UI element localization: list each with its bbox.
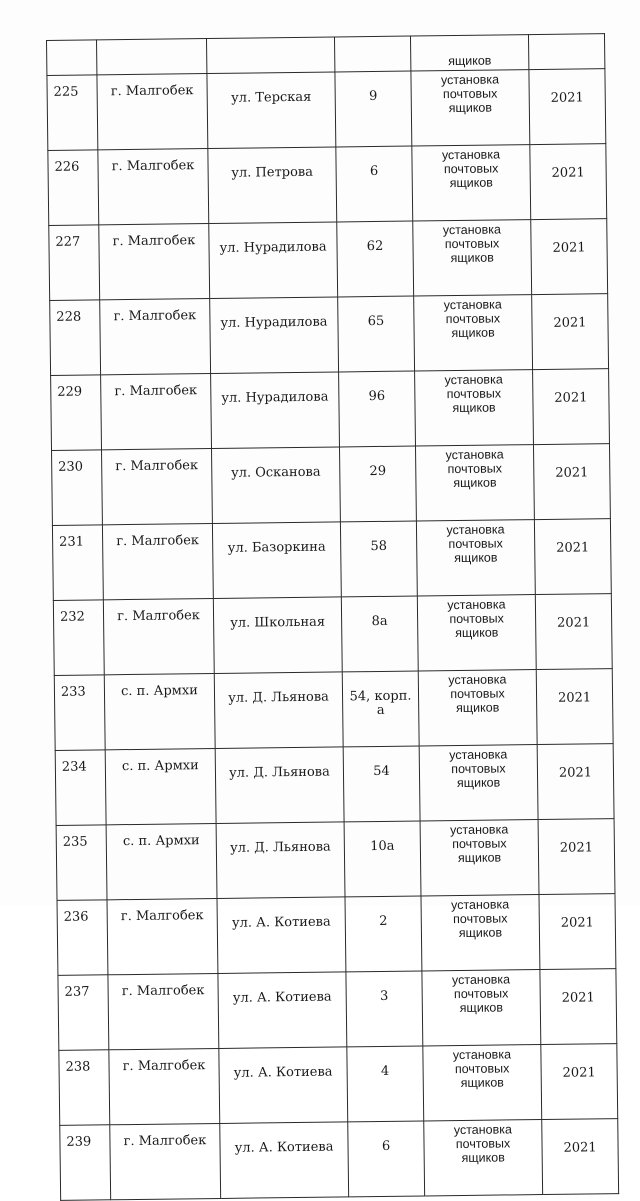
table-row: [48, 144, 607, 226]
cell-work: [423, 1045, 542, 1121]
cell-settlement: г. Малгобек: [107, 898, 218, 974]
table-row: [47, 69, 606, 151]
cell-street: ул. А. Котиева: [220, 1122, 349, 1199]
table-body: [47, 34, 619, 1201]
work-line: установка: [453, 1122, 512, 1138]
cell-settlement: г. Малгобек: [100, 299, 211, 375]
cell-settlement: г. Малгобек: [102, 449, 213, 525]
cell-number: 227: [49, 225, 100, 301]
cell-settlement: г. Малгобек: [99, 224, 210, 300]
work-line: почтовых: [451, 761, 506, 777]
cell-number: 231: [52, 525, 103, 601]
cell-number: 238: [59, 1050, 110, 1126]
table-row: [49, 219, 608, 301]
cell-work: [422, 970, 541, 1046]
cell-number: 234: [55, 750, 106, 826]
cell-number: 226: [48, 150, 99, 226]
cell-street: ул. А. Котиева: [218, 972, 347, 1049]
table-row: [50, 294, 609, 376]
work-line: установка: [446, 522, 505, 538]
work-line: ящиков: [458, 925, 503, 941]
cell-street: ул. Нурадилова: [209, 222, 338, 299]
cell-house: [334, 36, 410, 72]
cell-house: 4: [347, 1046, 424, 1122]
cell-street: ул. А. Котиева: [217, 897, 346, 974]
work-line: установка: [447, 597, 506, 613]
cell-work: [414, 295, 533, 371]
cell-year: 2021: [534, 519, 611, 595]
work-line: ящиков: [452, 400, 496, 416]
cell-settlement: с. п. Армхи: [106, 823, 217, 899]
work-line: ящиков: [451, 325, 495, 341]
cell-number: 228: [50, 300, 101, 376]
cell-street: ул. Петрова: [208, 147, 337, 224]
cell-number: 232: [53, 600, 104, 676]
table-row: [55, 744, 614, 826]
cell-number: 237: [58, 975, 109, 1051]
work-line: почтовых: [454, 1061, 510, 1077]
cell-year: 2021: [529, 69, 606, 145]
cell-street: ул. Базоркина: [212, 522, 341, 599]
cell-work: [417, 595, 536, 671]
cell-street: ул. Школьная: [213, 597, 342, 674]
cell-house: 2: [345, 896, 422, 972]
table-row: [59, 1044, 618, 1126]
cell-year: 2021: [531, 219, 608, 295]
cell-year: 2021: [541, 1044, 618, 1120]
cell-work: [412, 145, 531, 221]
cell-house: 62: [337, 221, 414, 297]
cell-house: 10а: [344, 821, 421, 897]
cell-year: 2021: [536, 669, 613, 745]
table-row: [53, 594, 612, 676]
cell-house: 54: [343, 746, 420, 822]
table-row: [51, 369, 610, 451]
cell-house: 6: [336, 146, 413, 222]
cell-work: [424, 1120, 543, 1196]
table-sheet: [46, 33, 618, 1201]
cell-house: 3: [346, 971, 423, 1047]
work-line: почтовых: [449, 611, 504, 627]
table-row: [60, 1119, 619, 1201]
cell-year: 2021: [538, 819, 615, 895]
cell-house: 65: [338, 296, 415, 372]
work-line: ящиков: [455, 625, 499, 641]
work-line: ящиков: [456, 775, 501, 791]
work-line: почтовых: [443, 161, 499, 177]
cell-work: [419, 745, 538, 821]
cell-settlement: [97, 39, 207, 75]
work-line: установка: [442, 222, 501, 238]
cell-work: [420, 820, 539, 896]
work-line: установка: [443, 297, 502, 313]
work-line: почтовых: [445, 311, 501, 327]
work-line: установка: [444, 372, 503, 388]
cell-house: 29: [339, 446, 416, 522]
cell-work: [418, 670, 537, 746]
cell-settlement: г. Малгобек: [101, 374, 212, 450]
cell-street: ул. А. Котиева: [219, 1047, 348, 1124]
cell-settlement: с. п. Армхи: [104, 673, 215, 749]
work-line: ящиков: [459, 1000, 504, 1016]
cell-settlement: г. Малгобек: [108, 973, 219, 1049]
cell-work: ящиков: [410, 35, 528, 71]
cell-street: ул. Д. Льянова: [215, 747, 344, 824]
work-line: ящиков: [450, 250, 494, 266]
work-line: ящиков: [461, 1150, 505, 1166]
cell-work: [421, 895, 540, 971]
table-row: [58, 969, 617, 1051]
work-line: установка: [449, 747, 508, 763]
work-line: почтовых: [444, 236, 500, 252]
cell-settlement: с. п. Армхи: [105, 748, 216, 824]
table-row: [54, 669, 613, 751]
work-line: почтовых: [450, 686, 505, 702]
cell-street: ул. Нурадилова: [210, 297, 339, 374]
work-line: почтовых: [452, 836, 507, 852]
cell-house: 96: [339, 371, 416, 447]
cell-year: 2021: [533, 444, 610, 520]
work-line: установка: [450, 822, 509, 838]
mailbox-installation-table: [46, 33, 619, 1201]
cell-year: 2021: [537, 744, 614, 820]
cell-number: 233: [54, 675, 105, 751]
cell-house: 8а: [341, 596, 418, 672]
work-line: ящиков: [460, 1075, 504, 1091]
cell-work: [415, 445, 534, 521]
cell-year: 2021: [533, 369, 610, 445]
work-line: ящиков: [454, 550, 498, 566]
cell-settlement: г. Малгобек: [103, 598, 214, 674]
cell-settlement: г. Малгобек: [102, 524, 213, 600]
cell-street: ул. Д. Льянова: [216, 822, 345, 899]
work-line: почтовых: [453, 986, 509, 1002]
cell-year: [528, 34, 604, 70]
work-line: ящиков: [453, 475, 497, 491]
cell-number: 230: [52, 450, 103, 526]
cell-number: 236: [57, 900, 108, 976]
work-line: ящиков: [448, 100, 493, 116]
cell-settlement: г. Малгобек: [109, 1048, 220, 1124]
cell-street: ул. Осканова: [212, 447, 341, 524]
work-line: установка: [441, 147, 501, 163]
cell-settlement: г. Малгобек: [97, 74, 208, 150]
work-line: почтовых: [447, 461, 503, 477]
cell-year: 2021: [540, 969, 617, 1045]
work-line: ящиков: [457, 850, 502, 866]
cell-house: 54, корп. а: [342, 671, 419, 747]
cell-street: ул. Терская: [207, 72, 336, 149]
work-line: ящиков: [455, 700, 500, 716]
table-row: [52, 444, 611, 526]
cell-year: 2021: [542, 1119, 619, 1195]
work-line: установка: [448, 672, 507, 688]
work-line: установка: [451, 972, 511, 988]
cell-work: [413, 220, 532, 296]
cell-work: [416, 520, 535, 596]
cell-house: 6: [348, 1121, 425, 1197]
cell-house: 9: [335, 71, 412, 147]
cell-number: 229: [51, 375, 102, 451]
cell-year: 2021: [532, 294, 609, 370]
work-line: почтовых: [442, 86, 498, 102]
cell-settlement: г. Малгобек: [98, 149, 209, 225]
table-row: [56, 819, 615, 901]
cell-house: 58: [340, 521, 417, 597]
work-line: почтовых: [455, 1136, 511, 1152]
work-line: почтовых: [448, 536, 503, 552]
cell-year: 2021: [539, 894, 616, 970]
cell-year: 2021: [530, 144, 607, 220]
cell-work: [415, 370, 534, 446]
work-line: почтовых: [452, 911, 508, 927]
work-line: ящиков: [449, 175, 493, 191]
cell-street: ул. Д. Льянова: [214, 672, 343, 749]
cell-street: [206, 37, 334, 74]
cell-number: 239: [60, 1125, 111, 1201]
work-line: установка: [445, 447, 504, 463]
work-line: почтовых: [446, 386, 502, 402]
cell-settlement: г. Малгобек: [110, 1123, 221, 1199]
cell-number: [47, 40, 97, 76]
work-line: установка: [440, 72, 500, 88]
work-line: установка: [452, 1047, 512, 1063]
cell-number: 225: [47, 75, 98, 151]
cell-work: [411, 70, 530, 146]
table-row: [52, 519, 611, 601]
table-row: [57, 894, 616, 976]
cell-number: 235: [56, 825, 107, 901]
cell-street: ул. Нурадилова: [211, 372, 340, 449]
work-line: установка: [450, 897, 510, 913]
cell-year: 2021: [535, 594, 612, 670]
